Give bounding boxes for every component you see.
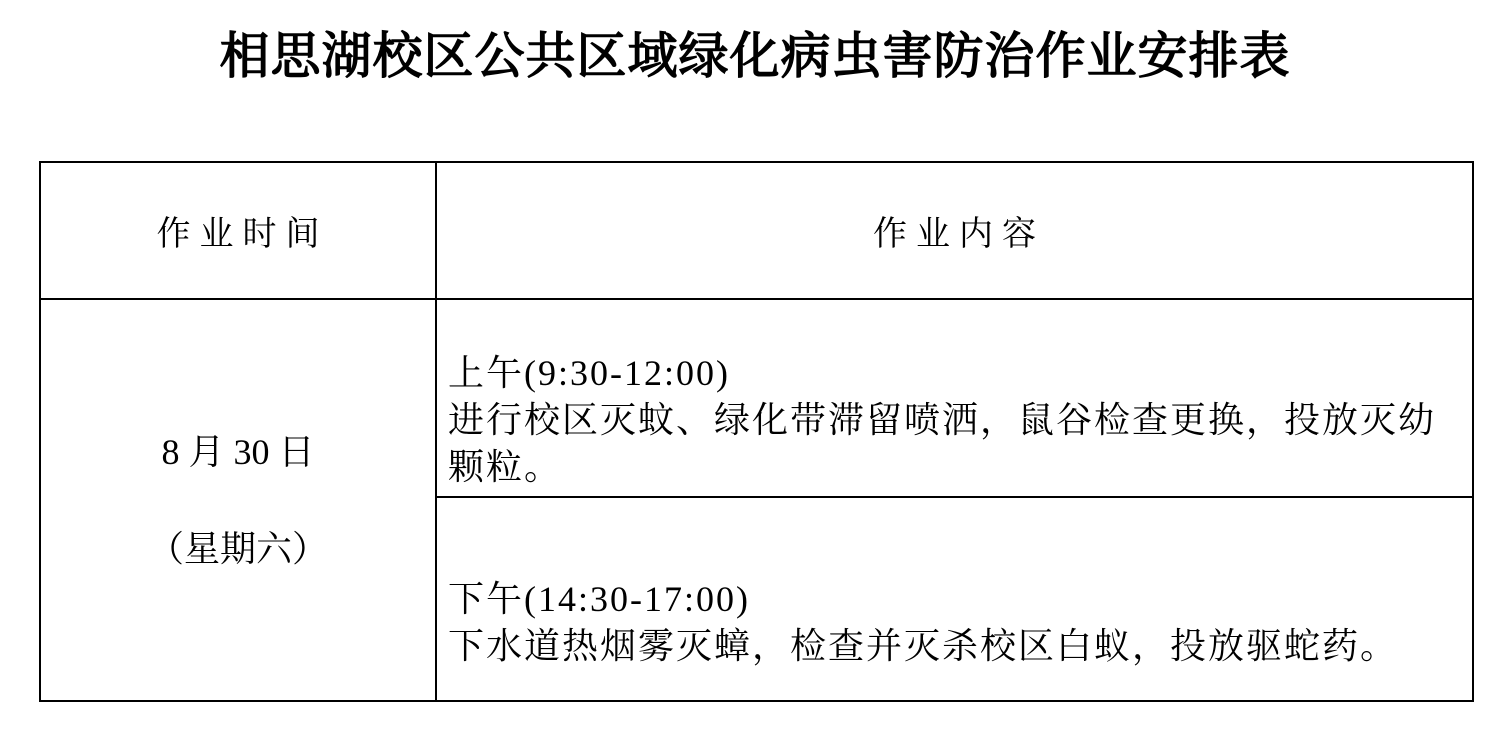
header-work-time-label: 作业时间 (156, 216, 329, 253)
morning-session-time: 上午(9:30-12:00) (448, 353, 730, 393)
morning-session-cell (437, 300, 1472, 498)
weekday-text: （星期六） (147, 528, 328, 569)
afternoon-session-cell (437, 498, 1472, 700)
date-text: 8 月 30 日 (161, 431, 315, 472)
afternoon-session-description: 下水道热烟雾灭蟑，检查并灭杀校区白蚁，投放驱蛇药。 (448, 626, 1399, 666)
schedule-table (39, 161, 1474, 702)
header-cell-work-content (437, 163, 1472, 300)
header-cell-work-time (41, 163, 437, 300)
date-cell (41, 300, 437, 700)
page-title: 相思湖校区公共区域绿化病虫害防治作业安排表 (219, 28, 1291, 84)
afternoon-session-time: 下午(14:30-17:00) (448, 579, 750, 619)
morning-session-description: 进行校区灭蚊、绿化带滞留喷洒，鼠谷检查更换，投放灭幼颗粒。 (448, 400, 1437, 487)
header-work-content-label: 作业内容 (873, 216, 1045, 253)
